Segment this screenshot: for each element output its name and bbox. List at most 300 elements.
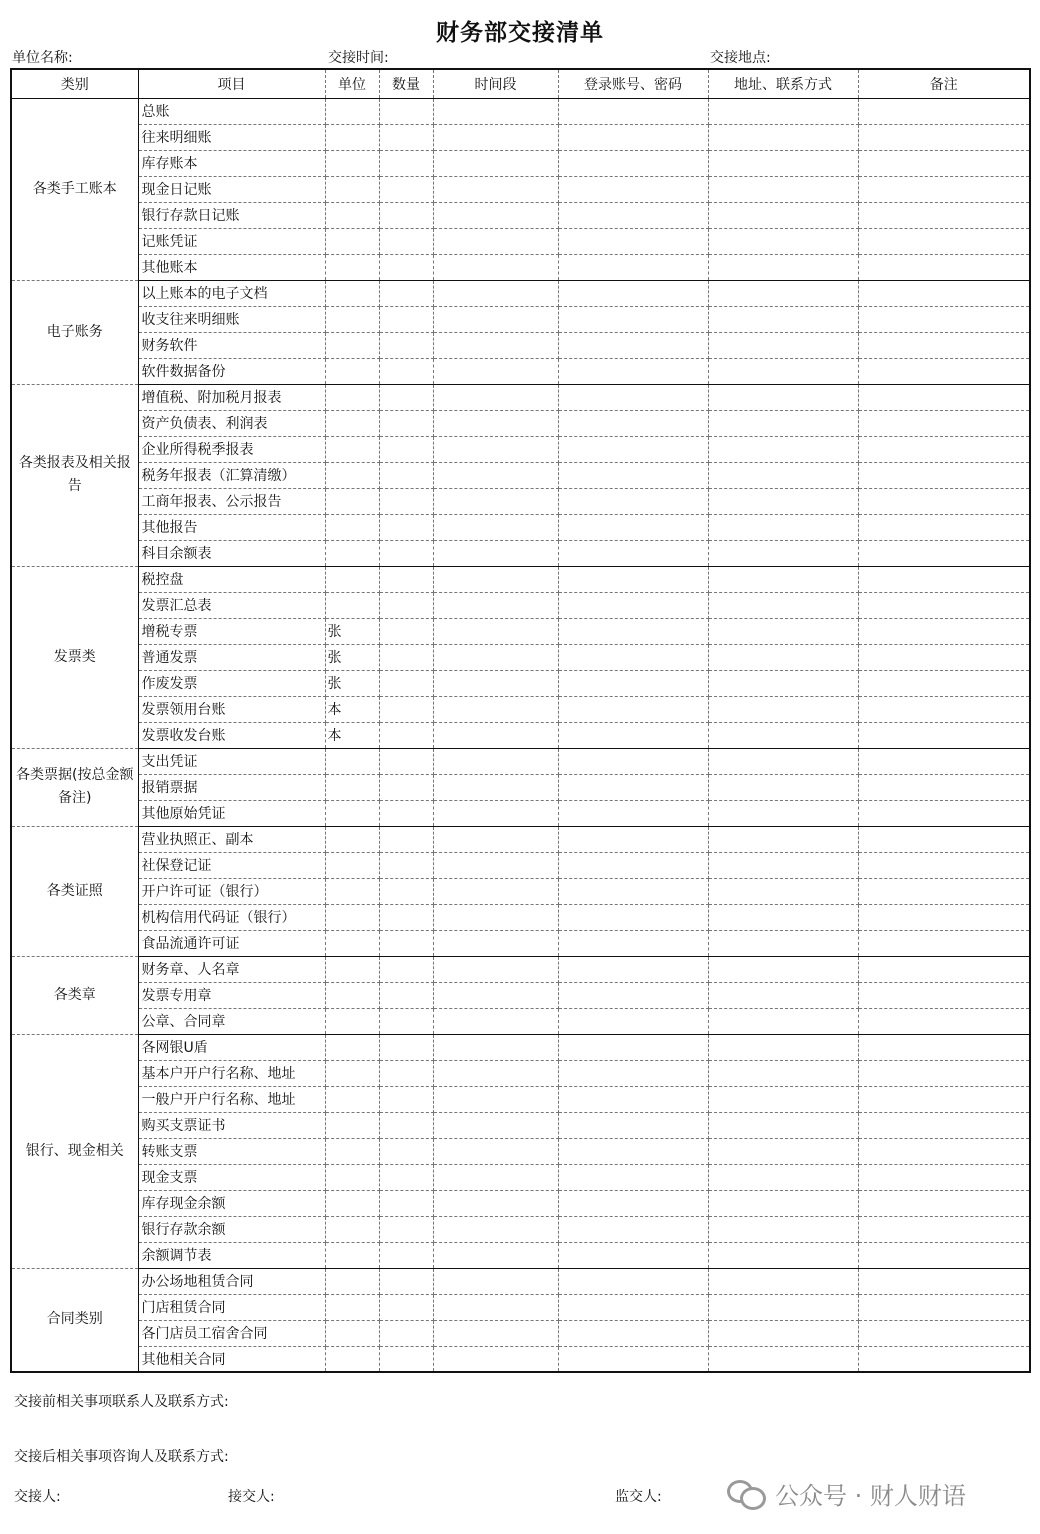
empty-cell — [858, 1008, 1030, 1034]
empty-cell — [708, 904, 858, 930]
unit-cell — [325, 280, 379, 306]
empty-cell — [433, 826, 558, 852]
empty-cell — [708, 98, 858, 124]
table-row — [11, 878, 1030, 904]
empty-cell — [379, 514, 433, 540]
table-row — [11, 1320, 1030, 1346]
empty-cell — [433, 436, 558, 462]
unit-cell: 张 — [325, 644, 379, 670]
item-cell: 银行存款余额 — [138, 1216, 325, 1242]
empty-cell — [858, 1320, 1030, 1346]
empty-cell — [708, 826, 858, 852]
table-row — [11, 618, 1030, 644]
item-cell: 税控盘 — [138, 566, 325, 592]
empty-cell — [708, 1112, 858, 1138]
empty-cell — [433, 280, 558, 306]
item-cell: 资产负债表、利润表 — [138, 410, 325, 436]
empty-cell — [379, 1346, 433, 1372]
empty-cell — [558, 566, 708, 592]
item-cell: 机构信用代码证（银行） — [138, 904, 325, 930]
empty-cell — [708, 1034, 858, 1060]
empty-cell — [433, 696, 558, 722]
empty-cell — [858, 800, 1030, 826]
empty-cell — [433, 514, 558, 540]
unit-cell — [325, 332, 379, 358]
empty-cell — [433, 384, 558, 410]
empty-cell — [858, 436, 1030, 462]
table-row — [11, 982, 1030, 1008]
table-row — [11, 540, 1030, 566]
empty-cell — [433, 254, 558, 280]
page-title: 财务部交接清单 — [436, 20, 604, 46]
watermark-text: 公众号 · 财人财语 — [775, 1481, 966, 1510]
empty-cell — [379, 1320, 433, 1346]
empty-cell — [433, 1086, 558, 1112]
unit-cell — [325, 98, 379, 124]
item-cell: 一般户开户行名称、地址 — [138, 1086, 325, 1112]
empty-cell — [433, 1164, 558, 1190]
empty-cell — [708, 722, 858, 748]
empty-cell — [858, 410, 1030, 436]
empty-cell — [858, 150, 1030, 176]
empty-cell — [708, 358, 858, 384]
empty-cell — [858, 852, 1030, 878]
empty-cell — [708, 982, 858, 1008]
unit-cell — [325, 306, 379, 332]
item-cell: 现金支票 — [138, 1164, 325, 1190]
empty-cell — [433, 1112, 558, 1138]
empty-cell — [558, 748, 708, 774]
empty-cell — [858, 280, 1030, 306]
unit-cell — [325, 1216, 379, 1242]
item-cell: 科目余额表 — [138, 540, 325, 566]
empty-cell — [433, 332, 558, 358]
empty-cell — [558, 176, 708, 202]
empty-cell — [558, 384, 708, 410]
empty-cell — [433, 722, 558, 748]
empty-cell — [708, 1190, 858, 1216]
item-cell: 转账支票 — [138, 1138, 325, 1164]
unit-cell — [325, 1060, 379, 1086]
empty-cell — [708, 436, 858, 462]
empty-cell — [708, 1216, 858, 1242]
unit-cell — [325, 1346, 379, 1372]
item-cell: 社保登记证 — [138, 852, 325, 878]
unit-cell — [325, 124, 379, 150]
empty-cell — [379, 696, 433, 722]
item-cell: 记账凭证 — [138, 228, 325, 254]
item-cell: 其他原始凭证 — [138, 800, 325, 826]
empty-cell — [708, 150, 858, 176]
table-body — [11, 98, 1030, 1372]
empty-cell — [433, 98, 558, 124]
unit-cell: 本 — [325, 722, 379, 748]
table-row — [11, 384, 1030, 410]
empty-cell — [433, 202, 558, 228]
item-cell: 营业执照正、副本 — [138, 826, 325, 852]
item-cell: 基本户开户行名称、地址 — [138, 1060, 325, 1086]
empty-cell — [558, 1268, 708, 1294]
empty-cell — [558, 98, 708, 124]
empty-cell — [858, 904, 1030, 930]
empty-cell — [708, 1294, 858, 1320]
empty-cell — [558, 1060, 708, 1086]
table-row — [11, 1346, 1030, 1372]
empty-cell — [708, 956, 858, 982]
table-row — [11, 228, 1030, 254]
empty-cell — [558, 358, 708, 384]
unit-cell — [325, 852, 379, 878]
item-cell: 开户许可证（银行） — [138, 878, 325, 904]
empty-cell — [858, 826, 1030, 852]
empty-cell — [433, 1320, 558, 1346]
empty-cell — [858, 124, 1030, 150]
after-contact-label: 交接后相关事项咨询人及联系方式: — [14, 1449, 229, 1465]
category-cell: 各类报表及相关报告 — [11, 384, 138, 566]
handover-person-label: 交接人: — [14, 1489, 61, 1505]
empty-cell — [433, 1216, 558, 1242]
table-row — [11, 670, 1030, 696]
item-cell: 普通发票 — [138, 644, 325, 670]
item-cell: 余额调节表 — [138, 1242, 325, 1268]
empty-cell — [708, 748, 858, 774]
empty-cell — [708, 592, 858, 618]
empty-cell — [558, 696, 708, 722]
table-row — [11, 1216, 1030, 1242]
table-row — [11, 930, 1030, 956]
category-cell: 各类手工账本 — [11, 98, 138, 280]
item-cell: 增值税、附加税月报表 — [138, 384, 325, 410]
empty-cell — [379, 1138, 433, 1164]
empty-cell — [558, 462, 708, 488]
empty-cell — [433, 176, 558, 202]
empty-cell — [558, 1346, 708, 1372]
empty-cell — [558, 878, 708, 904]
item-cell: 收支往来明细账 — [138, 306, 325, 332]
empty-cell — [708, 878, 858, 904]
empty-cell — [858, 488, 1030, 514]
empty-cell — [708, 800, 858, 826]
unit-cell — [325, 826, 379, 852]
empty-cell — [558, 280, 708, 306]
table-row — [11, 176, 1030, 202]
table-row — [11, 722, 1030, 748]
empty-cell — [858, 306, 1030, 332]
empty-cell — [858, 670, 1030, 696]
unit-cell — [325, 254, 379, 280]
unit-cell — [325, 1112, 379, 1138]
table-row — [11, 748, 1030, 774]
empty-cell — [379, 176, 433, 202]
column-header: 数量 — [379, 69, 433, 98]
empty-cell — [379, 462, 433, 488]
table-row — [11, 1034, 1030, 1060]
item-cell: 财务章、人名章 — [138, 956, 325, 982]
empty-cell — [433, 982, 558, 1008]
table-row — [11, 1294, 1030, 1320]
column-header: 单位 — [325, 69, 379, 98]
empty-cell — [379, 800, 433, 826]
empty-cell — [379, 1216, 433, 1242]
empty-cell — [379, 566, 433, 592]
table-row — [11, 826, 1030, 852]
empty-cell — [433, 1190, 558, 1216]
empty-cell — [558, 228, 708, 254]
table-row — [11, 904, 1030, 930]
empty-cell — [433, 800, 558, 826]
unit-cell — [325, 514, 379, 540]
table-header-row — [11, 69, 1030, 98]
empty-cell — [708, 1164, 858, 1190]
item-cell: 发票专用章 — [138, 982, 325, 1008]
item-cell: 库存现金余额 — [138, 1190, 325, 1216]
empty-cell — [558, 904, 708, 930]
item-cell: 软件数据备份 — [138, 358, 325, 384]
empty-cell — [858, 644, 1030, 670]
item-cell: 税务年报表（汇算清缴） — [138, 462, 325, 488]
empty-cell — [858, 1112, 1030, 1138]
before-contact-label: 交接前相关事项联系人及联系方式: — [14, 1394, 229, 1410]
unit-cell — [325, 358, 379, 384]
item-cell: 工商年报表、公示报告 — [138, 488, 325, 514]
unit-cell — [325, 384, 379, 410]
unit-cell — [325, 176, 379, 202]
empty-cell — [433, 878, 558, 904]
empty-cell — [708, 930, 858, 956]
unit-cell — [325, 1320, 379, 1346]
item-cell: 企业所得税季报表 — [138, 436, 325, 462]
table-row — [11, 696, 1030, 722]
empty-cell — [433, 930, 558, 956]
item-cell: 发票汇总表 — [138, 592, 325, 618]
empty-cell — [379, 332, 433, 358]
empty-cell — [858, 254, 1030, 280]
empty-cell — [379, 410, 433, 436]
empty-cell — [433, 852, 558, 878]
empty-cell — [379, 280, 433, 306]
empty-cell — [558, 644, 708, 670]
item-cell: 支出凭证 — [138, 748, 325, 774]
unit-cell — [325, 774, 379, 800]
empty-cell — [858, 722, 1030, 748]
table-row — [11, 202, 1030, 228]
unit-cell — [325, 1242, 379, 1268]
empty-cell — [379, 878, 433, 904]
unit-cell — [325, 1034, 379, 1060]
item-cell: 公章、合同章 — [138, 1008, 325, 1034]
empty-cell — [858, 228, 1030, 254]
empty-cell — [708, 280, 858, 306]
unit-cell — [325, 436, 379, 462]
empty-cell — [708, 1086, 858, 1112]
empty-cell — [379, 774, 433, 800]
empty-cell — [858, 618, 1030, 644]
table-row — [11, 514, 1030, 540]
empty-cell — [379, 202, 433, 228]
empty-cell — [433, 1060, 558, 1086]
empty-cell — [858, 384, 1030, 410]
empty-cell — [379, 254, 433, 280]
empty-cell — [433, 1242, 558, 1268]
empty-cell — [858, 592, 1030, 618]
empty-cell — [379, 1190, 433, 1216]
empty-cell — [433, 1294, 558, 1320]
empty-cell — [858, 1164, 1030, 1190]
table-row — [11, 358, 1030, 384]
empty-cell — [708, 1008, 858, 1034]
empty-cell — [433, 228, 558, 254]
empty-cell — [558, 540, 708, 566]
item-cell: 增税专票 — [138, 618, 325, 644]
empty-cell — [379, 982, 433, 1008]
empty-cell — [858, 176, 1030, 202]
empty-cell — [379, 1268, 433, 1294]
unit-cell — [325, 956, 379, 982]
table-row — [11, 1138, 1030, 1164]
empty-cell — [708, 332, 858, 358]
empty-cell — [433, 774, 558, 800]
empty-cell — [858, 1086, 1030, 1112]
empty-cell — [708, 1060, 858, 1086]
empty-cell — [433, 488, 558, 514]
table-row — [11, 956, 1030, 982]
empty-cell — [558, 1138, 708, 1164]
item-cell: 办公场地租赁合同 — [138, 1268, 325, 1294]
empty-cell — [858, 98, 1030, 124]
empty-cell — [558, 800, 708, 826]
empty-cell — [708, 1138, 858, 1164]
unit-cell — [325, 878, 379, 904]
unit-cell — [325, 1086, 379, 1112]
wechat-icon — [727, 1478, 767, 1508]
empty-cell — [379, 124, 433, 150]
table-row — [11, 1268, 1030, 1294]
unit-cell — [325, 488, 379, 514]
empty-cell — [708, 410, 858, 436]
column-header: 项目 — [138, 69, 325, 98]
empty-cell — [379, 956, 433, 982]
empty-cell — [433, 124, 558, 150]
item-cell: 各门店员工宿舍合同 — [138, 1320, 325, 1346]
item-cell: 食品流通许可证 — [138, 930, 325, 956]
empty-cell — [858, 1138, 1030, 1164]
table-row — [11, 1060, 1030, 1086]
item-cell: 门店租赁合同 — [138, 1294, 325, 1320]
empty-cell — [379, 1294, 433, 1320]
empty-cell — [379, 228, 433, 254]
empty-cell — [858, 540, 1030, 566]
unit-cell — [325, 1008, 379, 1034]
empty-cell — [558, 1216, 708, 1242]
empty-cell — [433, 644, 558, 670]
receiver-label: 接交人: — [228, 1489, 275, 1505]
empty-cell — [558, 592, 708, 618]
empty-cell — [379, 592, 433, 618]
empty-cell — [558, 618, 708, 644]
empty-cell — [558, 956, 708, 982]
empty-cell — [379, 436, 433, 462]
handover-table — [10, 68, 1031, 1373]
table-row — [11, 592, 1030, 618]
empty-cell — [558, 1008, 708, 1034]
item-cell: 其他账本 — [138, 254, 325, 280]
unit-name-label: 单位名称: — [12, 50, 73, 66]
empty-cell — [858, 696, 1030, 722]
empty-cell — [708, 228, 858, 254]
unit-cell — [325, 592, 379, 618]
empty-cell — [708, 202, 858, 228]
empty-cell — [708, 176, 858, 202]
empty-cell — [379, 488, 433, 514]
empty-cell — [558, 1034, 708, 1060]
empty-cell — [433, 1138, 558, 1164]
empty-cell — [708, 1268, 858, 1294]
empty-cell — [558, 1086, 708, 1112]
empty-cell — [858, 982, 1030, 1008]
empty-cell — [433, 566, 558, 592]
empty-cell — [558, 202, 708, 228]
empty-cell — [379, 722, 433, 748]
unit-cell — [325, 800, 379, 826]
empty-cell — [708, 540, 858, 566]
empty-cell — [433, 150, 558, 176]
table-row — [11, 1008, 1030, 1034]
empty-cell — [558, 514, 708, 540]
column-header: 地址、联系方式 — [708, 69, 858, 98]
category-cell: 各类证照 — [11, 826, 138, 956]
handover-place-label: 交接地点: — [710, 50, 771, 66]
table-row — [11, 1086, 1030, 1112]
unit-cell: 张 — [325, 670, 379, 696]
table-row — [11, 332, 1030, 358]
table-row — [11, 98, 1030, 124]
unit-cell — [325, 1164, 379, 1190]
item-cell: 发票收发台账 — [138, 722, 325, 748]
empty-cell — [558, 436, 708, 462]
table-row — [11, 436, 1030, 462]
empty-cell — [379, 150, 433, 176]
category-cell: 电子账务 — [11, 280, 138, 384]
empty-cell — [858, 514, 1030, 540]
empty-cell — [558, 410, 708, 436]
empty-cell — [379, 1086, 433, 1112]
empty-cell — [708, 124, 858, 150]
empty-cell — [858, 774, 1030, 800]
item-cell: 购买支票证书 — [138, 1112, 325, 1138]
empty-cell — [379, 1060, 433, 1086]
table-row — [11, 566, 1030, 592]
empty-cell — [858, 1268, 1030, 1294]
empty-cell — [379, 1008, 433, 1034]
table-row — [11, 462, 1030, 488]
empty-cell — [379, 618, 433, 644]
empty-cell — [433, 1346, 558, 1372]
item-cell: 财务软件 — [138, 332, 325, 358]
empty-cell — [379, 930, 433, 956]
empty-cell — [558, 1190, 708, 1216]
empty-cell — [858, 202, 1030, 228]
empty-cell — [858, 878, 1030, 904]
empty-cell — [379, 670, 433, 696]
empty-cell — [558, 722, 708, 748]
column-header: 类别 — [11, 69, 138, 98]
empty-cell — [708, 670, 858, 696]
empty-cell — [379, 306, 433, 332]
empty-cell — [558, 1164, 708, 1190]
empty-cell — [433, 748, 558, 774]
empty-cell — [558, 488, 708, 514]
table-row — [11, 280, 1030, 306]
